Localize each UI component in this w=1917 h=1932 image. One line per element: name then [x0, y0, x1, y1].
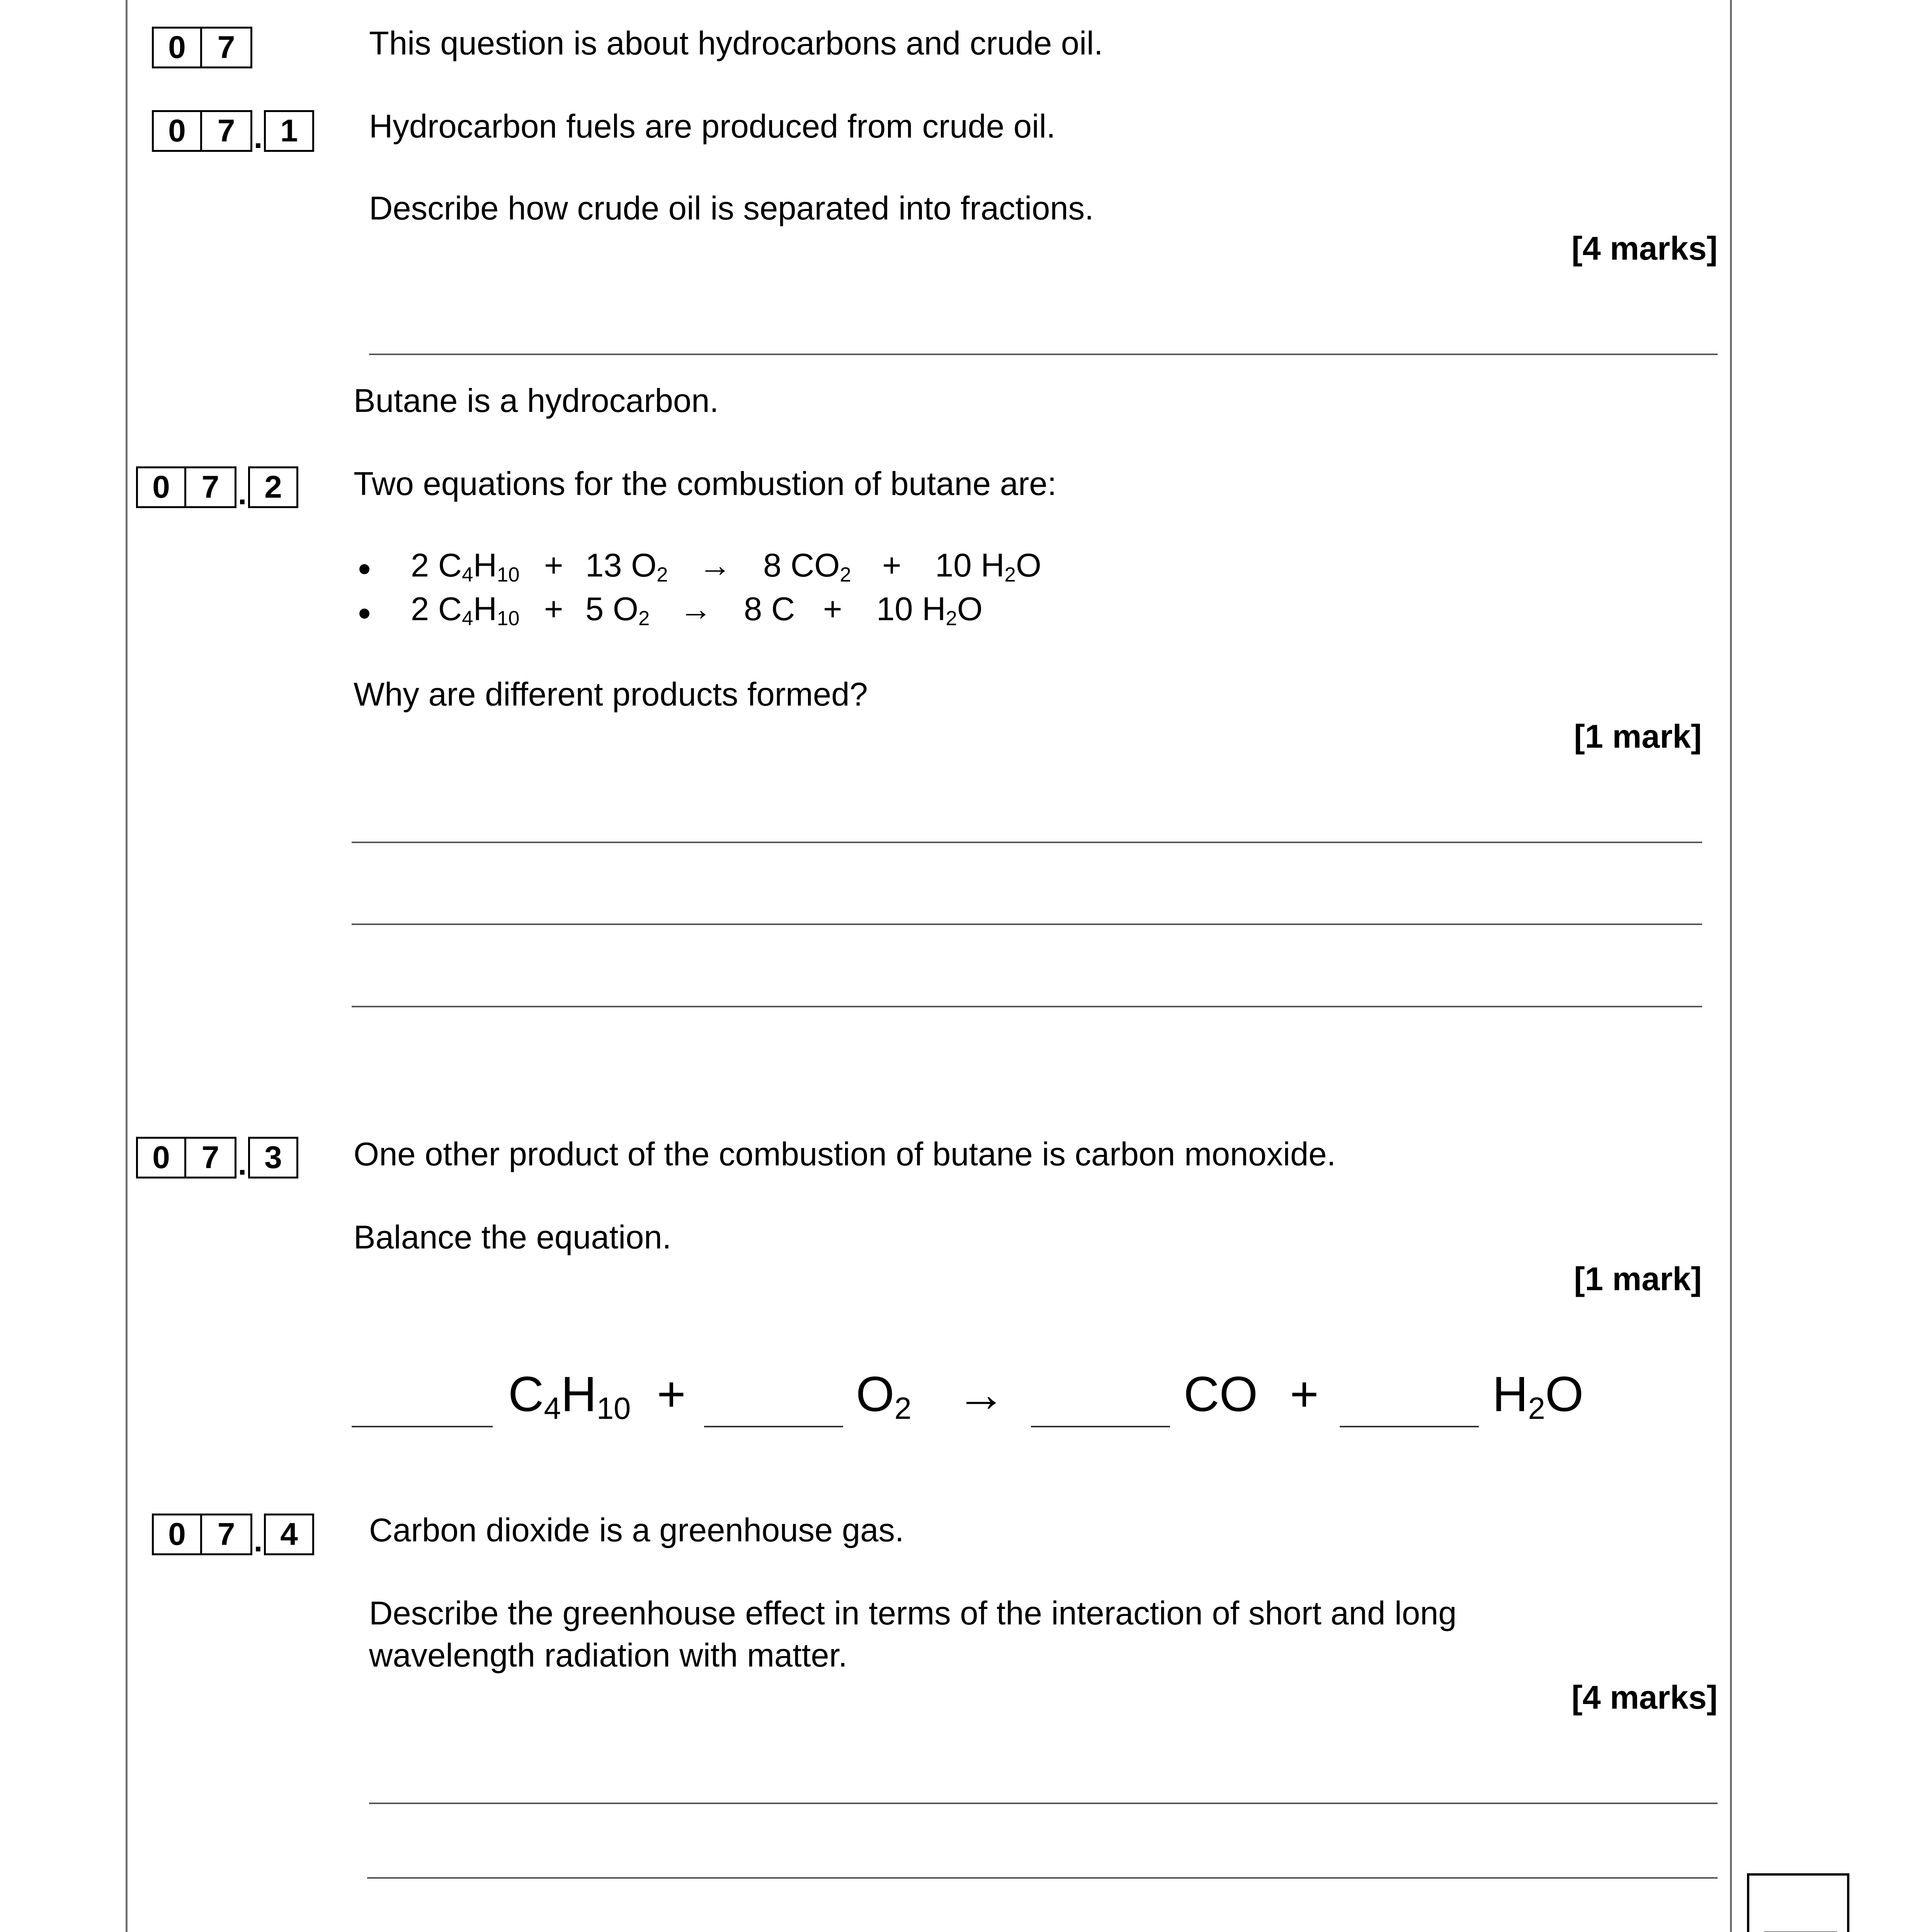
decimal-point: .: [253, 1523, 263, 1559]
balance-term1: $C_4H_{10}$: [508, 1367, 631, 1425]
q073-line2: Balance the equation.: [354, 1219, 672, 1256]
decimal-point: .: [238, 1146, 247, 1182]
decimal-point: .: [253, 120, 263, 155]
question-number-07-3: [136, 1136, 298, 1182]
digit-box: 0: [136, 1137, 186, 1179]
question-number-07-2: [136, 466, 298, 512]
answer-line[interactable]: [352, 1006, 1702, 1007]
coefficient-blank-4[interactable]: [1340, 1426, 1479, 1427]
eq1-reactant2: 13 $O_2$: [585, 547, 668, 587]
question-number-07: [152, 26, 252, 69]
eq1-plus1: +: [544, 547, 563, 584]
question-number-07-4: [152, 1513, 314, 1559]
digit-box: 7: [202, 1514, 252, 1555]
balance-arrow: →: [956, 1367, 1006, 1422]
q071-line1: Hydrocarbon fuels are produced from crude oil.: [369, 108, 1056, 145]
left-margin-line: [126, 0, 128, 1932]
eq1-reactant1: 2 $C_4H_{10}$: [411, 547, 520, 587]
q072-line1: Two equations for the combustion of butane are:: [354, 466, 1057, 502]
balance-term3: CO: [1184, 1367, 1258, 1422]
coefficient-blank-3[interactable]: [1031, 1426, 1170, 1427]
q074-marks: [4 marks]: [1572, 1679, 1718, 1716]
digit-box: 2: [248, 466, 298, 508]
digit-box: 7: [202, 27, 252, 68]
digit-box: 3: [248, 1137, 298, 1179]
q074-line1: Carbon dioxide is a greenhouse gas.: [369, 1512, 904, 1549]
digit-box: 0: [152, 110, 202, 152]
balance-term4: $H_2O$: [1492, 1367, 1584, 1425]
answer-line[interactable]: [369, 354, 1718, 355]
equation-1: [0, 547, 1917, 589]
eq2-product1: 8 C: [744, 591, 795, 628]
digit-box: 7: [202, 110, 252, 152]
digit-box: 0: [152, 1514, 202, 1555]
eq1-plus2: +: [882, 547, 902, 584]
q07-intro: This question is about hydrocarbons and crude oil.: [369, 25, 1103, 62]
answer-line[interactable]: [352, 923, 1702, 925]
digit-box: 1: [264, 110, 314, 152]
equation-2: [0, 590, 1917, 633]
q074-line2: Describe the greenhouse effect in terms of the interaction of short and long: [369, 1595, 1457, 1632]
eq2-plus1: +: [544, 591, 563, 628]
balance-term2: $O_2$: [856, 1367, 912, 1425]
q071-marks: [4 marks]: [1572, 230, 1718, 267]
eq2-reactant2: 5 $O_2$: [585, 591, 650, 630]
q071-line2: Describe how crude oil is separated into fractions.: [369, 190, 1094, 227]
answer-line[interactable]: [367, 1877, 1718, 1879]
eq1-product2: 10 $H_2O$: [935, 547, 1041, 587]
answer-line[interactable]: [352, 842, 1702, 843]
digit-box: 0: [152, 27, 202, 68]
butane-intro: Butane is a hydrocarbon.: [354, 383, 719, 419]
q073-marks: [1 mark]: [1574, 1261, 1702, 1298]
right-margin-line: [1730, 0, 1732, 1932]
eq2-reactant1: 2 $C_4H_{10}$: [411, 591, 520, 630]
digit-box: 4: [264, 1514, 314, 1555]
page-total-box: [1747, 1873, 1849, 1932]
question-number-07-1: [152, 109, 314, 153]
q072-question: Why are different products formed?: [354, 676, 868, 713]
balance-plus2: +: [1290, 1367, 1319, 1422]
digit-box: 0: [136, 466, 186, 508]
balance-plus1: +: [657, 1367, 686, 1422]
q072-marks: [1 mark]: [1574, 718, 1702, 755]
q074-line3: wavelength radiation with matter.: [369, 1637, 847, 1674]
coefficient-blank-1[interactable]: [352, 1426, 493, 1427]
digit-box: 7: [186, 466, 236, 508]
eq2-arrow: →: [679, 591, 712, 628]
coefficient-blank-2[interactable]: [704, 1426, 843, 1427]
eq1-product1: 8 $CO_2$: [763, 547, 851, 587]
decimal-point: .: [238, 476, 247, 512]
eq2-plus2: +: [823, 591, 842, 628]
eq2-product2: 10 $H_2O$: [876, 591, 983, 630]
eq1-arrow: →: [699, 547, 731, 584]
q073-line1: One other product of the combustion of butane is carbon monoxide.: [354, 1136, 1336, 1173]
answer-line[interactable]: [369, 1803, 1718, 1804]
digit-box: 7: [186, 1137, 236, 1179]
